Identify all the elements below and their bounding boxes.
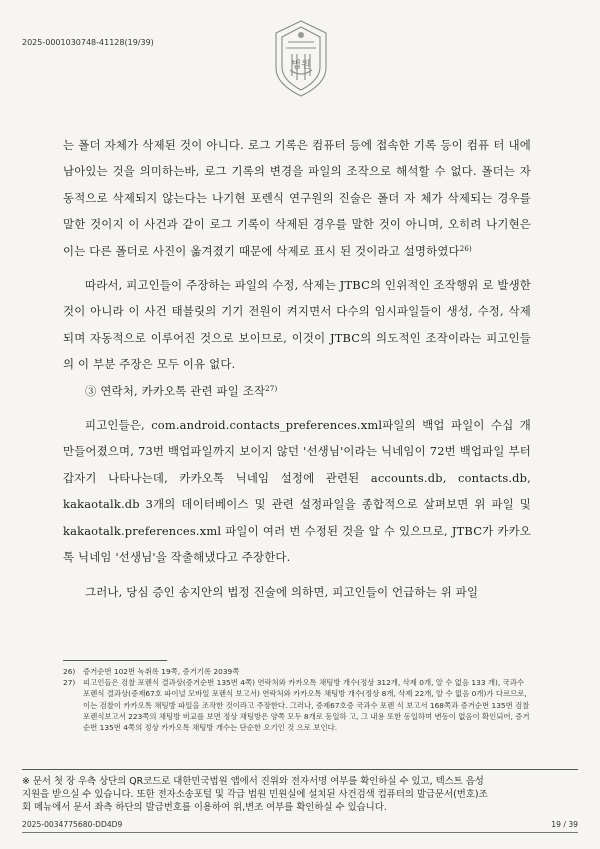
seal-label: 법원 — [291, 60, 311, 71]
footnote-ref-27: 27) — [265, 384, 278, 393]
footnote-divider — [63, 660, 167, 661]
court-seal-icon — [268, 18, 334, 100]
paragraph-2: 따라서, 피고인들이 주장하는 파일의 수정, 삭제는 JTBC의 인위적인 조작행위 로 발생한 것이 아니라 이 사건 태블릿의 기기 전원이 켜지면서 다수의 임시파일들이 생성, 수정, 삭제되며 자동적으로 이루어진 것으로 보이므로, 이것이 JTBC의 의도적인 조작이라는 피고인들의 이 부분 주장은 모두 이유 없다. — [63, 278, 532, 372]
paragraph-3: 피고인들은, com.android.contacts_preferences.xml파일의 백업 파일이 수십 개 만들어졌으며, 73번 백업파일까지 보이지 않던 '선생님'이라는 닉네임이 72번 백업파일 부터 갑자기 나타나는데, 카카오톡 닉네임 설정에 관련된 accounts.db, contacts.db, kakaotalk.db 3개의 데이터베이스 및 관련 설정파일을 종합적으로 살펴보면 위 파일 및 kakaotalk.preferences.xml 파일이 여러 번 수정된 것을 알 수 있으므로, JTBC가 카카오톡 닉네임 '선생님'을 작출해냈다고 주장한다. — [63, 418, 531, 565]
page-indicator: 19 / 39 — [551, 820, 578, 829]
paragraph-1: 는 폴더 자체가 삭제된 것이 아니다. 로그 기록은 컴퓨터 등에 접속한 기록 등이 컴퓨 터 내에 남아있는 것을 의미하는바, 로그 기록의 변경을 파일의 조작으로 해석할 수 없다. 폴더는 자동적으로 삭제되지 않는다는 나기현 포렌식 연구원의 진술은 폴더 자 체가 삭제되는 경우를 말한 것이지 이 사건과 같이 로그 기록이 삭제된 경우를 말한 것이 아니며, 오히려 나기현은 이는 다른 폴더로 사진이 옮겨졌기 때문에 삭제로 표시 된 것이라고 설명하였다$^{26)}$ — [63, 138, 532, 258]
issue-number: 2025-0034775680-DD4D9 — [22, 820, 123, 829]
footnote-26: 26) 증거순번 102번 녹취록 19쪽, 증거기록 2039쪽 — [63, 667, 240, 676]
verification-notice: ※ 문서 첫 장 우측 상단의 QR코드로 대한민국법원 앱에서 진위와 전자서명 여부를 확인하실 수 있고, 텍스트 음성 지원을 받으실 수 있습니다. 또한 전자소송포털 및 각급 법원 민원실에 설치된 사건검색 컴퓨터의 발급문서(번호)조 회 메뉴에서 문서 좌측 하단의 발급번호를 이용하여 위,변조 여부를 확인하실 수 있습니다. — [22, 769, 578, 814]
footnotes — [63, 666, 533, 733]
footnote-ref-26: 26) — [459, 244, 472, 253]
document-number: 2025-0001030748-41128(19/39) — [22, 38, 154, 47]
paragraph-4: 그러나, 당심 증인 송지안의 법정 진술에 의하면, 피고인들이 언급하는 위 파일 — [85, 584, 479, 599]
bottom-divider — [22, 832, 578, 833]
section-heading: ③ 연락처, 카카오톡 관련 파일 조작$^{27)}$ — [85, 383, 278, 398]
footnote-27: 27) 피고인들은 검찰 포렌식 결과상(증거순번 135번 4쪽) 연락처와 카카오톡 채팅방 개수(정상 312개, 삭제 0개, 알 수 없음 133 개), 국과수 포렌식 결과상(증제67호 파이널 모바일 포렌식 보고서) 연락처와 카카오톡 채팅방 개수(정상 8개, 삭제 22개, 알 수 없음 0개)가 다르므로, 이는 검찰이 카카오톡 채팅방 파일을 조작한 것이라고 주장한다. 그러나, 증제67호증 국과수 포렌 식 보고서 168쪽과 증거순번 135번 검찰 포렌식보고서 223쪽의 채팅방 비교를 보면 정상 채팅방은 양쪽 모두 8개로 동일하 고, 그 내용 또한 동일하며 변동이 없음이 확인되어, 증거순번 135번 4쪽의 정상 카카오톡 채팅방 개수는 단순한 오기인 것 으로 보인다. — [63, 678, 530, 733]
body-text — [63, 132, 531, 605]
